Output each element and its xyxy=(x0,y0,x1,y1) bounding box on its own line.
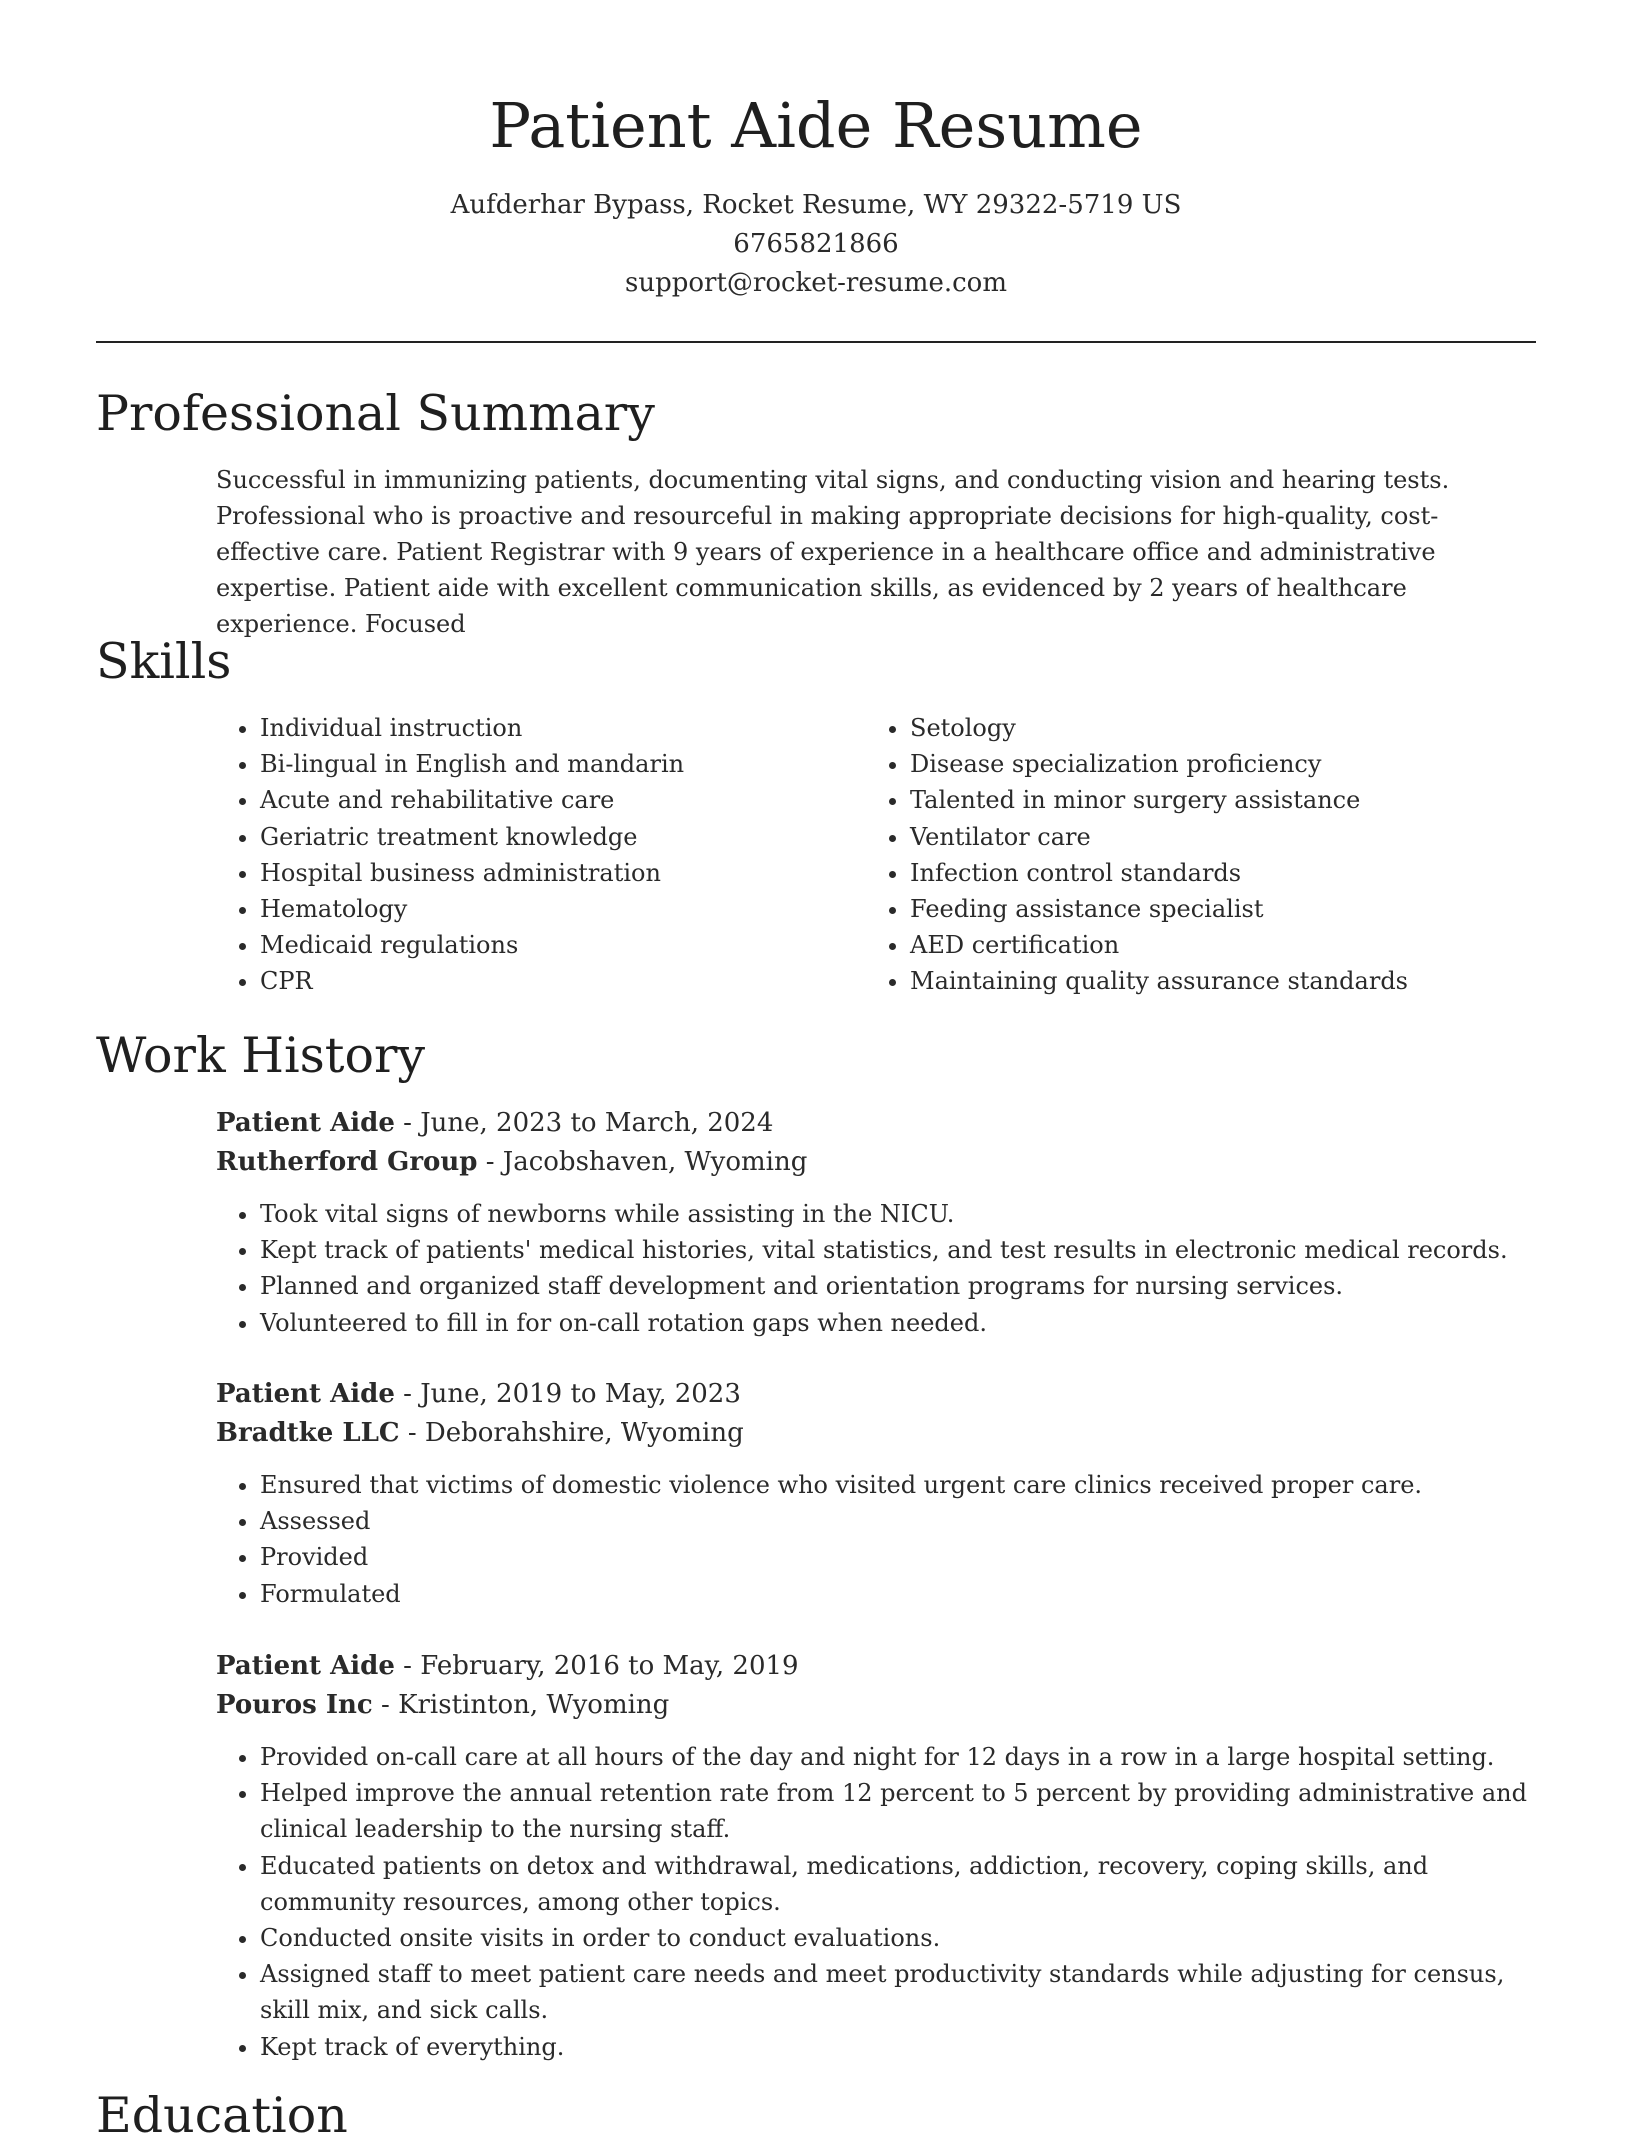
skill-item: • Hematology xyxy=(260,891,684,927)
job-company: Rutherford Group xyxy=(216,1147,478,1177)
skill-item: • Bi-lingual in English and mandarin xyxy=(260,746,684,782)
job-bullet: • Assigned staff to meet patient care needs and meet productivity standards while adjusting for census, skill mix, and sick calls. xyxy=(260,1956,1536,2028)
contact-phone: 6765821866 xyxy=(733,229,899,259)
job-location: Jacobshaven, Wyoming xyxy=(502,1147,808,1177)
job-bullets xyxy=(216,1739,1536,2065)
job-bullets xyxy=(216,1467,1536,1612)
job-entry xyxy=(216,1375,1536,1612)
education-heading: Education xyxy=(96,2087,348,2144)
job-bullet: • Assessed xyxy=(260,1503,1536,1539)
job-dates: February, 2016 to May, 2019 xyxy=(420,1651,799,1681)
header-divider xyxy=(96,341,1536,343)
job-title-line: Patient Aide - June, 2019 to May, 2023 xyxy=(216,1379,741,1409)
skill-item: • Individual instruction xyxy=(260,710,684,746)
job-company-line: Rutherford Group - Jacobshaven, Wyoming xyxy=(216,1147,808,1177)
skill-item: • Acute and rehabilitative care xyxy=(260,782,684,818)
job-bullet: • Kept track of patients' medical histories, vital statistics, and test results in electronic medical records. xyxy=(260,1232,1536,1268)
skill-item: • Disease specialization proficiency xyxy=(910,746,1408,782)
job-company: Pouros Inc xyxy=(216,1690,373,1720)
job-bullet: • Educated patients on detox and withdrawal, medications, addiction, recovery, coping skills, and community resources, among other topics. xyxy=(260,1848,1536,1920)
skill-item: • CPR xyxy=(260,963,684,999)
job-title-line: Patient Aide - February, 2016 to May, 2019 xyxy=(216,1651,799,1681)
contact-address: Aufderhar Bypass, Rocket Resume, WY 29322-5719 US xyxy=(450,190,1182,220)
summary-heading: Professional Summary xyxy=(96,385,655,442)
job-location: Deborahshire, Wyoming xyxy=(424,1418,744,1448)
skills-heading: Skills xyxy=(96,633,232,690)
skills-list-right xyxy=(866,710,1408,1000)
job-entry xyxy=(216,1647,1536,2065)
job-title: Patient Aide xyxy=(216,1651,395,1681)
job-company-line: Bradtke LLC - Deborahshire, Wyoming xyxy=(216,1418,744,1448)
job-title: Patient Aide xyxy=(216,1379,395,1409)
skills-list-left xyxy=(216,710,684,1000)
job-location: Kristinton, Wyoming xyxy=(398,1690,670,1720)
job-bullet: • Took vital signs of newborns while assisting in the NICU. xyxy=(260,1196,1536,1232)
work-heading: Work History xyxy=(96,1027,426,1084)
skill-item: • Feeding assistance specialist xyxy=(910,891,1408,927)
summary-text: Successful in immunizing patients, documenting vital signs, and conducting vision and hearing tests. Professional who is proactive and resourceful in making appropriate decisions for high-quality, cost-effective care. Patient Registrar with 9 years of experience in a healthcare office and administrative expertise. Patient aide with excellent communication skills, as evidenced by 2 years of healthcare experience. Focused xyxy=(216,466,1450,638)
skill-item: • Talented in minor surgery assistance xyxy=(910,782,1408,818)
job-bullet: • Planned and organized staff development and orientation programs for nursing services. xyxy=(260,1268,1536,1304)
job-bullet: • Provided on-call care at all hours of the day and night for 12 days in a row in a large hospital setting. xyxy=(260,1739,1536,1775)
job-bullet: • Provided xyxy=(260,1539,1536,1575)
job-bullet: • Helped improve the annual retention rate from 12 percent to 5 percent by providing administrative and clinical leadership to the nursing staff. xyxy=(260,1775,1536,1847)
skill-item: • Medicaid regulations xyxy=(260,927,684,963)
job-bullet: • Formulated xyxy=(260,1576,1536,1612)
skill-item: • Ventilator care xyxy=(910,819,1408,855)
resume-title: Patient Aide Resume xyxy=(489,89,1143,162)
resume-header xyxy=(0,0,1632,303)
job-title: Patient Aide xyxy=(216,1108,395,1138)
job-entry xyxy=(216,1104,1536,1341)
job-company: Bradtke LLC xyxy=(216,1418,400,1448)
contact-email: support@rocket-resume.com xyxy=(624,268,1007,298)
job-bullets xyxy=(216,1196,1536,1341)
job-dates: June, 2023 to March, 2024 xyxy=(420,1108,774,1138)
job-dates: June, 2019 to May, 2023 xyxy=(420,1379,741,1409)
contact-block xyxy=(0,186,1632,303)
job-bullet: • Conducted onsite visits in order to conduct evaluations. xyxy=(260,1920,1536,1956)
skill-item: • Hospital business administration xyxy=(260,855,684,891)
skill-item: • Geriatric treatment knowledge xyxy=(260,819,684,855)
job-bullet: • Kept track of everything. xyxy=(260,2029,1536,2065)
skill-item: • Maintaining quality assurance standards xyxy=(910,963,1408,999)
skill-item: • Setology xyxy=(910,710,1408,746)
job-company-line: Pouros Inc - Kristinton, Wyoming xyxy=(216,1690,670,1720)
skill-item: • AED certification xyxy=(910,927,1408,963)
job-title-line: Patient Aide - June, 2023 to March, 2024 xyxy=(216,1108,774,1138)
job-bullet: • Volunteered to fill in for on-call rotation gaps when needed. xyxy=(260,1305,1536,1341)
job-bullet: • Ensured that victims of domestic violence who visited urgent care clinics received proper care. xyxy=(260,1467,1536,1503)
skill-item: • Infection control standards xyxy=(910,855,1408,891)
